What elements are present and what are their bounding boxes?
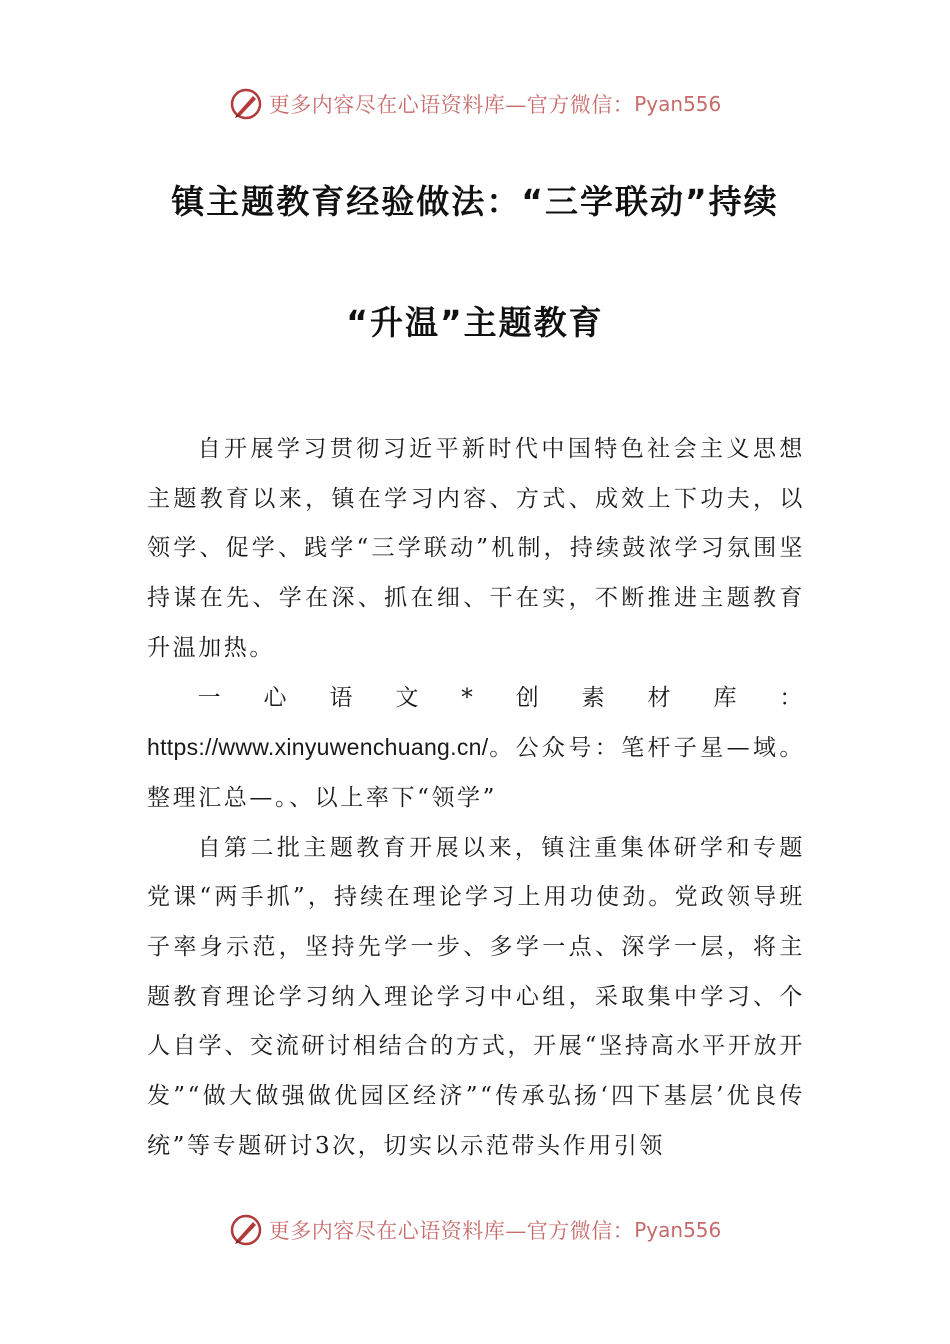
watermark-banner-bottom <box>0 1210 950 1250</box>
document-title-line2: “升温”主题教育 <box>346 303 604 342</box>
paragraph-2-prefix: 一心语文*创素材库： <box>197 684 805 711</box>
watermark-wechat-id: Pyan556 <box>634 1218 722 1242</box>
pen-logo-icon <box>229 87 263 121</box>
paragraph-2 <box>147 674 805 824</box>
document-body <box>147 425 805 1172</box>
watermark-wechat-id: Pyan556 <box>634 92 722 116</box>
paragraph-1: 自开展学习贯彻习近平新时代中国特色社会主义思想主题教育以来，镇在学习内容、方式、成效上下功夫，以领学、促学、践学“三学联动”机制，持续鼓浓学习氛围坚持谋在先、学在深、抓在细、干在实，不断推进主题教育升温加热。 <box>147 436 805 661</box>
pen-logo-icon <box>229 1213 263 1247</box>
watermark-text: 更多内容尽在心语资料库—官方微信： <box>268 1219 635 1243</box>
source-url: https://www.xinyuwenchuang.cn/ <box>147 734 489 761</box>
watermark-banner-top <box>0 84 950 124</box>
document-title-line1: 镇主题教育经验做法：“三学联动”持续 <box>171 182 779 221</box>
paragraph-3: 自第二批主题教育开展以来，镇注重集体研学和专题党课“两手抓”，持续在理论学习上用功使劲。党政领导班子率身示范，坚持先学一步、多学一点、深学一层，将主题教育理论学习纳入理论学习中心组，采取集中学习、个人自学、交流研讨相结合的方式，开展“坚持高水平开放开发”“做大做强做优园区经济”“传承弘扬‘四下基层’优良传统”等专题研讨3次，切实以示范带头作用引领 <box>147 834 805 1159</box>
watermark-text: 更多内容尽在心语资料库—官方微信： <box>268 93 635 117</box>
paragraph-2-suffix: 。公众号：笔杆子星—域。整理汇总—。、以上率下“领学” <box>147 735 805 811</box>
